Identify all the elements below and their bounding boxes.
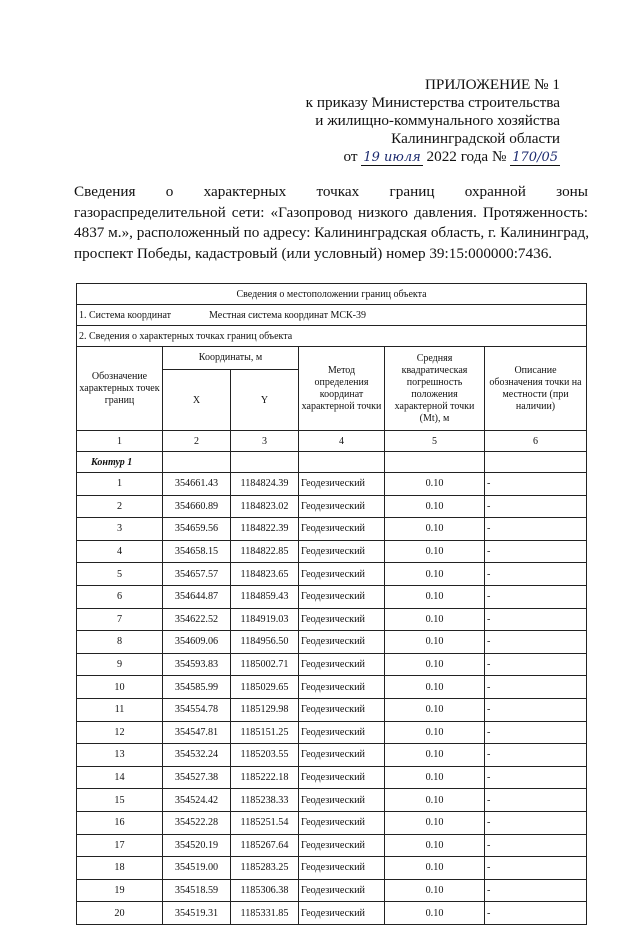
kontur-label: Контур 1 (77, 452, 163, 473)
table-row (77, 473, 587, 496)
coord-x-cell: 354622.52 (163, 608, 231, 631)
table-row (77, 608, 587, 631)
coord-x-cell: 354519.31 (163, 902, 231, 925)
point-number-cell: 8 (77, 631, 163, 654)
col-x-header: X (163, 370, 231, 431)
coord-x-cell: 354661.43 (163, 473, 231, 496)
table-rows (77, 473, 587, 925)
coord-x-cell: 354660.89 (163, 495, 231, 518)
description-cell: - (485, 676, 587, 699)
appendix-title: ПРИЛОЖЕНИЕ № 1 (424, 76, 560, 93)
coord-y-cell: 1185283.25 (231, 857, 299, 880)
coord-y-cell: 1185002.71 (231, 653, 299, 676)
col-number: 3 (231, 431, 299, 452)
intro-line: 4837 м.», расположенный по адресу: Калининградская область, г. Калининград, (74, 224, 590, 241)
coord-y-cell: 1185267.64 (231, 834, 299, 857)
point-number-cell: 6 (77, 585, 163, 608)
empty-cell (385, 452, 485, 473)
coord-x-cell: 354554.78 (163, 698, 231, 721)
intro-line: газораспределительной сети: «Газопровод низкого давления. Протяженность: (74, 203, 588, 221)
coord-x-cell: 354532.24 (163, 744, 231, 767)
method-cell: Геодезический (299, 766, 385, 789)
mt-error-cell: 0.10 (385, 540, 485, 563)
table-row (77, 518, 587, 541)
method-cell: Геодезический (299, 631, 385, 654)
mt-error-cell: 0.10 (385, 585, 485, 608)
method-cell: Геодезический (299, 721, 385, 744)
point-number-cell: 10 (77, 676, 163, 699)
coord-x-cell: 354609.06 (163, 631, 231, 654)
description-cell: - (485, 879, 587, 902)
description-cell: - (485, 744, 587, 767)
mt-error-cell: 0.10 (385, 834, 485, 857)
col-number: 5 (385, 431, 485, 452)
order-line-3: Калининградской области (391, 130, 560, 147)
mt-error-cell: 0.10 (385, 631, 485, 654)
point-number-cell: 15 (77, 789, 163, 812)
description-cell: - (485, 518, 587, 541)
table-row (77, 744, 587, 767)
intro-line: Сведения о характерных точках границ охранной зоны (74, 183, 588, 200)
boundary-table (76, 283, 587, 925)
mt-error-cell: 0.10 (385, 857, 485, 880)
table-row (77, 653, 587, 676)
coord-x-cell: 354644.87 (163, 585, 231, 608)
description-cell: - (485, 608, 587, 631)
method-cell: Геодезический (299, 857, 385, 880)
coord-y-cell: 1184823.02 (231, 495, 299, 518)
description-cell: - (485, 563, 587, 586)
coord-x-cell: 354527.38 (163, 766, 231, 789)
method-cell: Геодезический (299, 789, 385, 812)
section-2-heading: 2. Сведения о характерных точках границ объекта (77, 326, 587, 347)
description-cell: - (485, 811, 587, 834)
order-date-line (250, 148, 560, 166)
col-number: 6 (485, 431, 587, 452)
mt-error-cell: 0.10 (385, 608, 485, 631)
method-cell: Геодезический (299, 495, 385, 518)
coord-y-cell: 1185129.98 (231, 698, 299, 721)
coord-y-cell: 1184823.65 (231, 563, 299, 586)
empty-cell (299, 452, 385, 473)
method-cell: Геодезический (299, 834, 385, 857)
method-cell: Геодезический (299, 585, 385, 608)
mt-error-cell: 0.10 (385, 473, 485, 496)
mt-error-cell: 0.10 (385, 676, 485, 699)
table-row (77, 811, 587, 834)
description-cell: - (485, 585, 587, 608)
handwritten-date: 19 июля (363, 150, 421, 165)
coord-y-cell: 1185203.55 (231, 744, 299, 767)
appendix-header (250, 76, 560, 166)
coord-x-cell: 354657.57 (163, 563, 231, 586)
empty-cell (231, 452, 299, 473)
mt-error-cell: 0.10 (385, 495, 485, 518)
mt-error-cell: 0.10 (385, 744, 485, 767)
mt-error-cell: 0.10 (385, 518, 485, 541)
order-line-2: и жилищно-коммунального хозяйства (315, 112, 560, 129)
coord-x-cell: 354593.83 (163, 653, 231, 676)
table-row (77, 789, 587, 812)
table-row (77, 721, 587, 744)
coord-y-cell: 1184919.03 (231, 608, 299, 631)
coord-y-cell: 1185029.65 (231, 676, 299, 699)
coord-system-label: 1. Система координат (79, 309, 172, 321)
coord-y-cell: 1184824.39 (231, 473, 299, 496)
coord-x-cell: 354547.81 (163, 721, 231, 744)
point-number-cell: 14 (77, 766, 163, 789)
point-number-cell: 9 (77, 653, 163, 676)
coord-y-cell: 1185251.54 (231, 811, 299, 834)
mt-error-cell: 0.10 (385, 879, 485, 902)
coord-y-cell: 1184956.50 (231, 631, 299, 654)
date-mid: 2022 года № (426, 148, 507, 165)
table-row (77, 857, 587, 880)
coord-x-cell: 354658.15 (163, 540, 231, 563)
table-row (77, 631, 587, 654)
method-cell: Геодезический (299, 608, 385, 631)
point-number-cell: 7 (77, 608, 163, 631)
description-cell: - (485, 653, 587, 676)
coord-system-value: Местная система координат МСК-39 (209, 309, 367, 321)
mt-error-cell: 0.10 (385, 653, 485, 676)
point-number-cell: 4 (77, 540, 163, 563)
coord-x-cell: 354520.19 (163, 834, 231, 857)
mt-error-cell: 0.10 (385, 789, 485, 812)
col-desc-header: Описание обозначения точки на местности (при наличии) (485, 347, 587, 431)
col-number: 2 (163, 431, 231, 452)
col-number: 4 (299, 431, 385, 452)
intro-line: проспект Победы, кадастровый (или условный) номер 39:15:000000:7436. (74, 244, 553, 262)
mt-error-cell: 0.10 (385, 563, 485, 586)
coord-x-cell: 354524.42 (163, 789, 231, 812)
coord-y-cell: 1184859.43 (231, 585, 299, 608)
method-cell: Геодезический (299, 879, 385, 902)
point-number-cell: 1 (77, 473, 163, 496)
col-point-header: Обозначение характерных точек границ (77, 347, 163, 431)
method-cell: Геодезический (299, 676, 385, 699)
table-title: Сведения о местоположении границ объекта (77, 284, 587, 305)
coord-y-cell: 1185222.18 (231, 766, 299, 789)
description-cell: - (485, 495, 587, 518)
method-cell: Геодезический (299, 902, 385, 925)
coord-x-cell: 354519.00 (163, 857, 231, 880)
mt-error-cell: 0.10 (385, 902, 485, 925)
empty-cell (163, 452, 231, 473)
empty-cell (485, 452, 587, 473)
coord-x-cell: 354522.28 (163, 811, 231, 834)
point-number-cell: 16 (77, 811, 163, 834)
point-number-cell: 17 (77, 834, 163, 857)
description-cell: - (485, 721, 587, 744)
intro-paragraph (74, 182, 588, 264)
col-error-header: Средняя квадратическая погрешность положения характерной точки (Mt), м (385, 347, 485, 431)
handwritten-number: 170/05 (512, 150, 558, 165)
coord-y-cell: 1184822.85 (231, 540, 299, 563)
table-row (77, 879, 587, 902)
point-number-cell: 11 (77, 698, 163, 721)
col-number: 1 (77, 431, 163, 452)
mt-error-cell: 0.10 (385, 698, 485, 721)
description-cell: - (485, 834, 587, 857)
point-number-cell: 2 (77, 495, 163, 518)
method-cell: Геодезический (299, 540, 385, 563)
point-number-cell: 5 (77, 563, 163, 586)
description-cell: - (485, 631, 587, 654)
order-line-1: к приказу Министерства строительства (305, 94, 560, 111)
mt-error-cell: 0.10 (385, 811, 485, 834)
mt-error-cell: 0.10 (385, 766, 485, 789)
point-number-cell: 3 (77, 518, 163, 541)
table-row (77, 540, 587, 563)
description-cell: - (485, 857, 587, 880)
table-row (77, 698, 587, 721)
table-row (77, 563, 587, 586)
method-cell: Геодезический (299, 811, 385, 834)
point-number-cell: 19 (77, 879, 163, 902)
point-number-cell: 20 (77, 902, 163, 925)
description-cell: - (485, 698, 587, 721)
table-row (77, 676, 587, 699)
method-cell: Геодезический (299, 744, 385, 767)
description-cell: - (485, 540, 587, 563)
coord-system-row (77, 305, 587, 326)
description-cell: - (485, 766, 587, 789)
method-cell: Геодезический (299, 698, 385, 721)
point-number-cell: 18 (77, 857, 163, 880)
coord-y-cell: 1185306.38 (231, 879, 299, 902)
method-cell: Геодезический (299, 653, 385, 676)
coord-x-cell: 354518.59 (163, 879, 231, 902)
point-number-cell: 13 (77, 744, 163, 767)
mt-error-cell: 0.10 (385, 721, 485, 744)
col-method-header: Метод определения координат характерной точки (299, 347, 385, 431)
coord-y-cell: 1185331.85 (231, 902, 299, 925)
table-row (77, 766, 587, 789)
col-y-header: Y (231, 370, 299, 431)
method-cell: Геодезический (299, 473, 385, 496)
table-row (77, 902, 587, 925)
coord-y-cell: 1185151.25 (231, 721, 299, 744)
coord-x-cell: 354585.99 (163, 676, 231, 699)
description-cell: - (485, 789, 587, 812)
method-cell: Геодезический (299, 563, 385, 586)
description-cell: - (485, 902, 587, 925)
col-coords-header: Координаты, м (163, 347, 299, 370)
coord-y-cell: 1184822.39 (231, 518, 299, 541)
point-number-cell: 12 (77, 721, 163, 744)
table-row (77, 585, 587, 608)
table-row (77, 495, 587, 518)
coord-y-cell: 1185238.33 (231, 789, 299, 812)
table-row (77, 834, 587, 857)
method-cell: Геодезический (299, 518, 385, 541)
coord-x-cell: 354659.56 (163, 518, 231, 541)
description-cell: - (485, 473, 587, 496)
date-prefix: от (343, 148, 358, 165)
